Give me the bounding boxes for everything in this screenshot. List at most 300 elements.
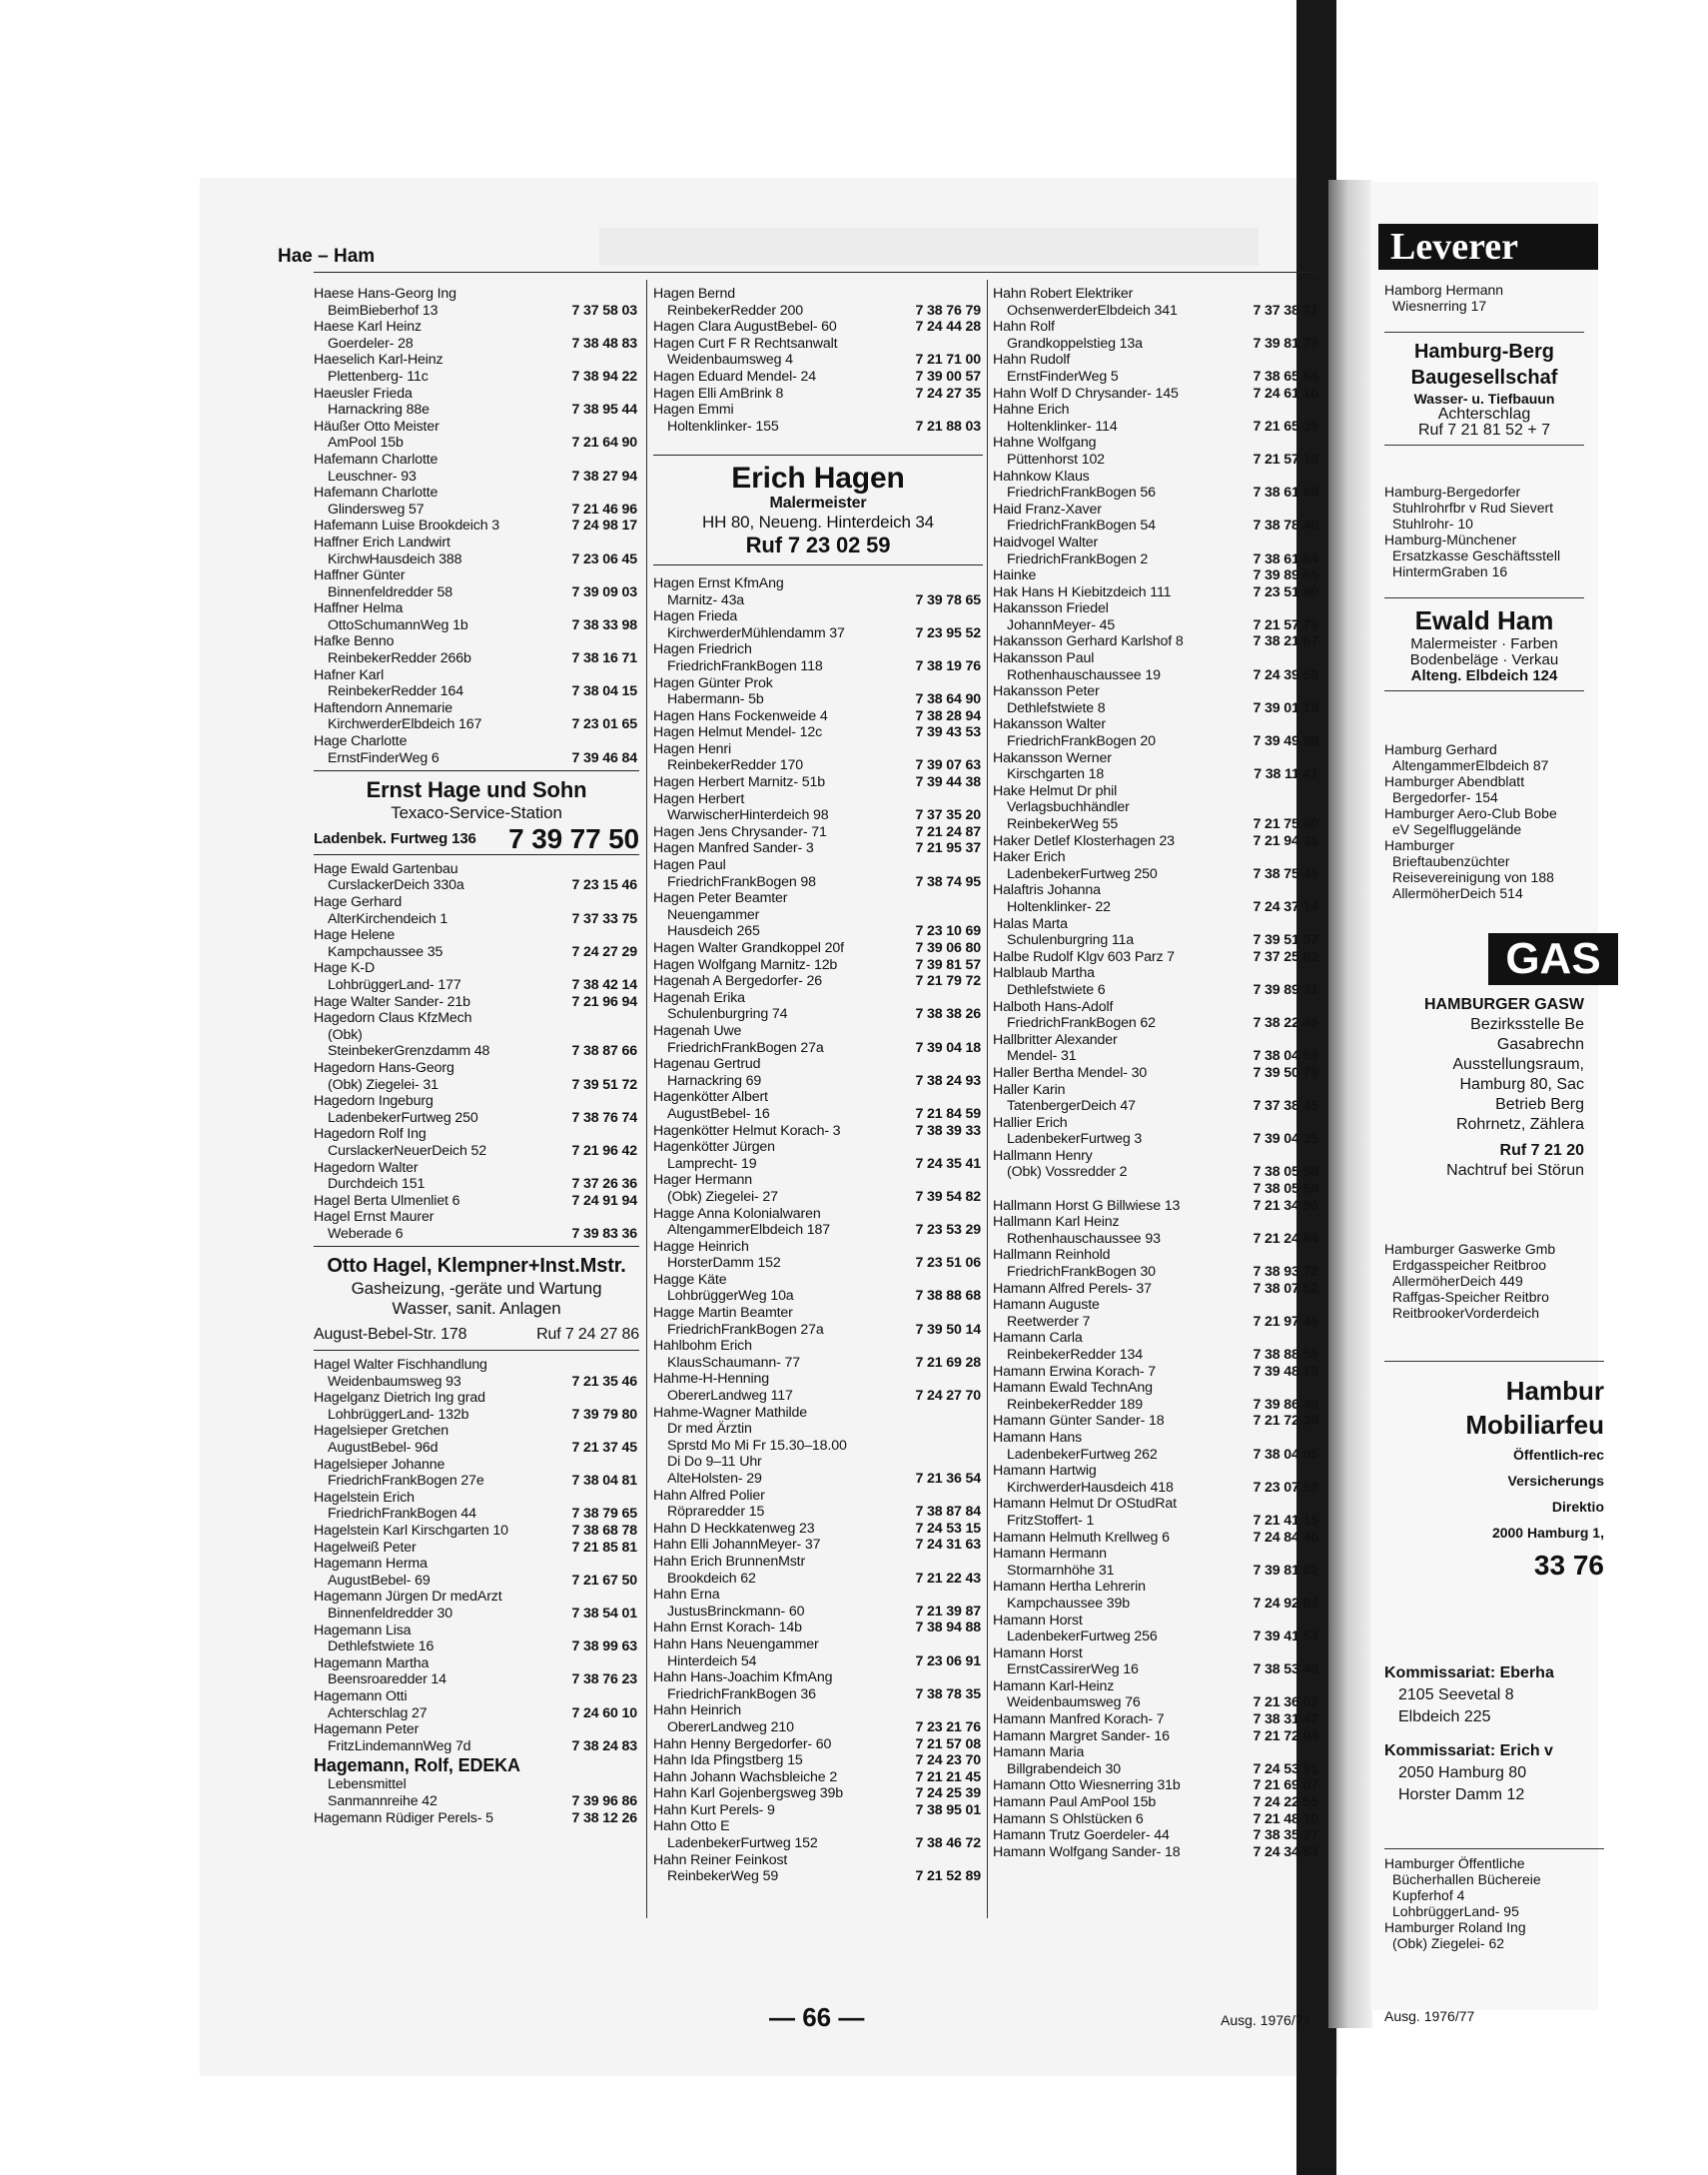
table-row [653,1636,983,1669]
right-line: AltengammerElbdeich 87 [1392,757,1549,773]
table-row [314,700,639,733]
listing-phone: 7 38 54 01 [571,1605,637,1622]
listing-name: Hafke Benno [314,633,395,650]
listing-address: ObererLandweg 117 [667,1388,793,1405]
listing-name: Hallmann Karl Heinz [993,1214,1120,1231]
ad-line: Gasabrechn [1496,1036,1584,1053]
listing-name: Hagge Anna Kolonialwaren [653,1205,821,1222]
table-row [993,1496,1320,1529]
table-row [653,774,983,791]
table-row [314,567,639,600]
listing-name: Hagen Manfred Sander- 3 [653,840,814,857]
faded-header-band [599,228,1259,266]
listing-phone: 7 21 72 38 [1253,1413,1318,1430]
listing-phone: 7 21 35 46 [571,1373,637,1390]
right-line: HintermGraben 16 [1392,563,1508,579]
listing-address: Reetwerder 7 [1007,1313,1091,1330]
listing-phone: 7 23 01 65 [571,716,637,733]
listing-address: Sprstd Mo Mi Fr 15.30–18.00 [667,1437,847,1454]
listing-name: Hamann Trutz Goerdeler- 44 [993,1827,1170,1844]
listing-phone: 7 38 19 76 [915,657,981,674]
listing-phone: 7 38 76 79 [915,302,981,319]
right-line: Stuhlrohrfbr v Rud Sievert [1392,500,1554,516]
listing-phone: 7 21 37 45 [571,1440,637,1457]
listing-phone: 7 39 51 72 [571,1076,637,1093]
listing-name: Haese Hans-Georg Ing [314,286,456,302]
table-row [314,1556,639,1589]
listing-address: KirchwerderMühlendamm 37 [667,624,845,641]
ad-title: Otto Hagel, Klempner+Inst.Mstr. [327,1255,626,1278]
listing-phone: 7 38 05 58 [1253,1164,1318,1181]
table-row [314,286,639,319]
listing-address: FritzLindemannWeg 7d [328,1737,471,1754]
listing-name: Hallbritter Alexander [993,1031,1118,1048]
ad-phone: Ruf 7 21 81 52 + 7 [1417,422,1551,439]
listing-phone: 7 21 94 31 [1253,832,1318,849]
table-row [314,1093,639,1126]
table-row [314,1043,639,1060]
edition-label: Ausg. 1976/77 [1384,2008,1475,2024]
listing-address: AlteHolsten- 29 [667,1471,762,1487]
listing-name: Halblaub Martha [993,965,1095,982]
ad-line: Betrieb Berg [1495,1096,1584,1113]
table-row [993,435,1320,468]
listing-address: Stormarnhöhe 31 [1007,1562,1115,1579]
table-row [314,1193,639,1210]
table-row [993,1728,1320,1745]
listing-phone: 7 21 75 00 [1253,816,1318,832]
listing-name: Hamann Alfred Perels- 37 [993,1280,1152,1297]
table-row [653,1471,983,1488]
ad-line: Versicherungs [1507,1473,1604,1489]
table-row [993,1082,1320,1115]
listing-name: Hagen Günter Prok [653,674,773,691]
listing-name: Hakansson Walter [993,716,1106,733]
listing-phone: 7 21 67 50 [571,1572,637,1589]
listing-phone: 7 21 39 87 [915,1603,981,1620]
listing-phone: 7 23 06 45 [571,550,637,567]
listing-phone: 7 24 22 55 [1253,1794,1318,1811]
listing-phone: 7 24 37 14 [1253,898,1318,915]
table-row [993,965,1320,998]
table-row [314,633,639,666]
listing-address: FriedrichFrankBogen 27e [328,1473,484,1490]
ad-line: Malermeister · Farben [1410,635,1558,652]
table-row [993,502,1320,535]
right-line: Reisevereinigung von 188 [1392,869,1554,885]
listing-phone: 7 38 24 83 [571,1737,637,1754]
table-row [993,1115,1320,1148]
right-line: Bücherhallen Büchereie [1392,1871,1541,1887]
listing-name: Hagelweiß Peter [314,1539,417,1556]
listing-name: Hamann Günter Sander- 18 [993,1413,1165,1430]
listing-name: Hagge Heinrich [653,1238,749,1255]
table-row [993,1463,1320,1496]
gas-logo: GAS [1488,933,1618,985]
listing-name: Hagelsieper Johanne [314,1456,445,1473]
listing-phone: 7 37 38 45 [1253,1098,1318,1115]
table-row [993,1744,1320,1777]
listing-name: Hamann Margret Sander- 16 [993,1727,1170,1744]
listing-address: Weidenbaumsweg 93 [328,1373,461,1390]
listing-name: Hake Helmut Dr phil [993,782,1118,799]
listing-phone: 7 38 88 55 [1253,1347,1318,1363]
right-line: LohbrüggerLand- 95 [1392,1903,1519,1919]
table-row [653,1785,983,1802]
ad-line: Bezirksstelle Be [1470,1016,1584,1033]
ad-ewald-ham [1384,597,1584,691]
table-row [653,1139,983,1172]
table-row [653,1702,983,1735]
listing-name: Hahne Wolfgang [993,435,1097,452]
logo-banner: Leverer [1378,224,1598,270]
listing-name: Hagemann Lisa [314,1622,412,1638]
listing-name: Hahn D Heckkatenweg 23 [653,1520,815,1537]
right-line: (Obk) Ziegelei- 62 [1392,1935,1505,1951]
listing-phone: 7 21 64 90 [571,435,637,452]
listing-name: Haker Detlef Klosterhagen 23 [993,832,1175,849]
listing-phone: 7 24 44 28 [915,319,981,336]
listing-address: Kampchaussee 35 [328,943,443,960]
listing-name: Hallmann Horst G Billwiese 13 [993,1197,1181,1214]
listing-name: Haller Karin [993,1081,1066,1098]
table-row [653,890,983,923]
listing-phone: 7 21 46 96 [571,501,637,518]
listing-name: Hagen Paul [653,857,726,874]
listing-name: Hamann Carla [993,1330,1083,1347]
listing-address: FriedrichFrankBogen 20 [1007,733,1156,750]
table-row [653,791,983,824]
listing-phone: 7 23 95 52 [915,624,981,641]
listing-name: Hagen Herbert [653,790,745,807]
listing-phone: 7 24 35 41 [915,1155,981,1172]
listing-address: AmPool 15b [328,435,404,452]
listing-name: Hagen Bernd [653,286,735,302]
listing-address: Dr med Ärztin [667,1421,752,1438]
table-row [653,1488,983,1521]
listing-name: Haeselich Karl-Heinz [314,352,443,369]
listing-name: Hagen Walter Grandkoppel 20f [653,940,844,956]
listing-address: Harnackring 88e [328,402,429,419]
gutter-shadow [1328,180,1372,2028]
listing-name: Hahn Kurt Perels- 9 [653,1801,775,1818]
table-row [993,1579,1320,1612]
listing-address: Schulenburgring 11a [1007,932,1135,949]
table-row [653,1272,983,1305]
listing-name: Hagen Eduard Mendel- 24 [653,368,816,385]
listing-name: Hahn Wolf D Chrysander- 145 [993,385,1179,402]
right-line: Horster Damm 12 [1398,1786,1525,1803]
table-row [993,683,1320,716]
listing-address: WarwischerHinterdeich 98 [667,807,829,824]
ad-subtitle: Texaco-Service-Station [391,803,562,823]
ad-line: Rohrnetz, Zählera [1455,1116,1584,1133]
right-line: Hamburg-Münchener [1384,532,1517,547]
listing-phone: 7 38 79 65 [571,1506,637,1523]
listing-name: Hagen Helmut Mendel- 12c [653,724,823,741]
right-line: ReitbrookerVorderdeich [1392,1305,1540,1321]
listing-name: Hahn Erna [653,1587,720,1604]
listing-phone: 7 21 69 28 [915,1354,981,1371]
listing-name: Hamann Auguste [993,1297,1100,1314]
listing-name: Hahlbohm Erich [653,1338,752,1355]
listing-phone: 7 37 26 36 [571,1176,637,1193]
listing-phone: 7 21 41 15 [1253,1512,1318,1529]
right-line: 2050 Hamburg 80 [1398,1764,1527,1781]
ad-address: HH 80, Neueng. Hinterdeich 34 [702,512,934,532]
listing-name: Hamann Karl-Heinz [993,1677,1115,1694]
table-row [314,419,639,452]
listing-phone: 7 21 57 79 [1253,616,1318,633]
listing-phone: 7 39 50 79 [1253,1064,1318,1081]
table-row [653,1736,983,1753]
listing-phone: 7 24 98 17 [571,518,637,535]
listing-phone: 7 38 04 59 [1253,1048,1318,1065]
table-row [993,1711,1320,1728]
listing-address: LadenbekerFurtweg 250 [1007,865,1158,882]
listing-address: AlterKirchendeich 1 [328,910,448,927]
table-row [314,600,639,633]
table-row [993,567,1320,584]
listing-address: JustusBrinckmann- 60 [667,1603,805,1620]
listing-address: ErnstFinderWeg 6 [328,749,439,766]
table-row [993,633,1320,650]
ad-title-2: Mobiliarfeu [1465,1410,1604,1440]
listing-name: Hahn Johann Wachsbleiche 2 [653,1768,838,1785]
ad-title: Hamburg-Berg [1413,341,1554,363]
listing-name: Hagel Ernst Maurer [314,1209,434,1226]
ad-line-1: Gasheizung, -geräte und Wartung [351,1279,602,1299]
listing-phone: 7 21 24 84 [1253,1230,1318,1247]
column-2 [653,286,983,1885]
listing-name: Hamann Helmuth Krellweg 6 [993,1529,1170,1546]
listing-phone: 7 38 33 98 [571,616,637,633]
listing-name: Hagedorn Rolf Ing [314,1126,427,1143]
table-row [653,1305,983,1338]
listing-address: Binnenfeldredder 58 [328,583,452,600]
listing-address: LohbrüggerWeg 10a [667,1288,794,1305]
listing-phone: 7 38 04 15 [571,683,637,700]
ad-otto-hagel [314,1246,639,1351]
table-row [993,783,1320,816]
listing-phone: 7 23 21 76 [915,1718,981,1735]
listing-name: Hagenah Erika [653,989,745,1006]
listing-phone: 7 38 94 88 [915,1620,981,1636]
listing-address: Rothenhauschaussee 93 [1007,1230,1161,1247]
listing-phone: 7 39 86 40 [1253,1396,1318,1413]
listing-name: Hagedorn Walter [314,1159,419,1176]
listing-name: Hakansson Paul [993,650,1095,667]
listing-address: Weidenbaumsweg 76 [1007,1694,1141,1711]
listing-name: Hahn Karl Gojenbergsweg 39b [653,1785,843,1802]
table-row [993,1364,1320,1381]
listing-name: Hakansson Gerhard Karlshof 8 [993,633,1184,650]
table-row [314,1523,639,1540]
listing-name: Häußer Otto Meister [314,418,439,435]
listing-phone: 7 38 48 83 [571,335,637,352]
listing-name: Hage Ewald Gartenbau [314,860,458,877]
table-row [993,1181,1320,1198]
right-line: Hamborg Hermann [1384,282,1504,298]
listing-address: Kirschgarten 18 [1007,766,1105,783]
listing-phone: 7 21 22 43 [915,1570,981,1587]
table-row [653,1089,983,1122]
table-row [314,667,639,700]
listing-phone: 7 39 48 19 [1253,1363,1318,1380]
page-header: Hae – Ham [278,246,376,267]
listing-address: FriedrichFrankBogen 44 [328,1506,476,1523]
table-row [314,518,639,535]
listing-name: Hage Walter Sander- 21b [314,993,470,1010]
listing-phone: 7 37 25 82 [1253,948,1318,965]
table-row [653,857,983,890]
listing-phone: 7 38 35 27 [1253,1827,1318,1844]
listing-name: Hamann Hartwig [993,1463,1097,1480]
listing-address: KirchwerderHausdeich 418 [1007,1479,1174,1496]
listing-address: Beensroaredder 14 [328,1671,446,1688]
ad-title: HAMBURGER GASW [1424,996,1584,1013]
listing-phone: 7 39 43 53 [915,724,981,741]
table-row [314,485,639,518]
listing-address: Dethlefstwiete 6 [1007,981,1106,998]
table-row [653,990,983,1023]
listing-address: Leuschner- 93 [328,468,417,485]
table-row [993,650,1320,683]
listing-name: Haftendorn Annemarie [314,699,452,716]
listing-phone: 7 38 31 47 [1253,1711,1318,1728]
listing-phone: 7 38 07 62 [1253,1280,1318,1297]
listing-phone: 7 38 21 67 [1253,633,1318,650]
table-row [993,1777,1320,1794]
listing-phone: 7 39 51 57 [1253,932,1318,949]
listing-name: Hahne Erich [993,402,1070,419]
listing-name: Hahn Ida Pfingstberg 15 [653,1752,803,1769]
listing-name: Haller Bertha Mendel- 30 [993,1064,1148,1081]
listing-address: FriedrichFrankBogen 27a [667,1321,824,1338]
listing-phone: 7 38 94 22 [571,368,637,385]
table-row [993,816,1320,833]
listing-address: LadenbekerFurtweg 250 [328,1109,478,1126]
listing-name: Hage K-D [314,960,376,977]
listing-phone: 7 24 31 63 [915,1537,981,1554]
listing-address: Habermann- 5b [667,691,764,708]
ad-title: Ernst Hage und Sohn [366,777,587,803]
table-row [653,1752,983,1769]
listing-address: OchsenwerderElbdeich 341 [1007,302,1178,319]
table-row [653,641,983,674]
listing-address: KirchwHausdeich 388 [328,550,462,567]
listing-name: Hagen Henri [653,740,732,757]
listing-phone: 7 24 34 53 [1253,1843,1318,1860]
edeka-line-2: Sanmannreihe 42 [328,1792,437,1809]
listing-phone: 7 21 96 42 [571,1142,637,1159]
right-line: Hamburg Gerhard [1384,741,1497,757]
table-row [653,923,983,940]
table-row [314,386,639,419]
right-line: Hamburg-Bergedorfer [1384,484,1521,500]
table-row [993,849,1320,882]
listing-name: Hage Charlotte [314,733,408,750]
table-row [653,1852,983,1885]
table-row [653,1587,983,1620]
listing-phone: 7 38 78 35 [915,1685,981,1702]
right-line: 2105 Seevetal 8 [1398,1686,1514,1703]
table-row [653,319,983,336]
listing-address: Marnitz- 43a [667,591,745,608]
listing-phone: 7 21 84 59 [915,1105,981,1122]
table-row [993,1214,1320,1247]
listing-address: TatenbergerDeich 47 [1007,1098,1136,1115]
listing-phone: 7 23 15 46 [571,877,637,894]
listing-name: Hahn Reiner Feinkost [653,1851,788,1868]
listing-name: Hahn Ernst Korach- 14b [653,1620,802,1636]
listing-phone: 7 21 72 04 [1253,1727,1318,1744]
listing-address: LohbrüggerLand- 132b [328,1406,469,1423]
table-row [993,1645,1320,1678]
listing-phone: 7 39 09 03 [571,583,637,600]
listing-name: Hagemann Rüdiger Perels- 5 [314,1809,493,1826]
listing-name: Hagenau Gertrud [653,1056,761,1073]
listing-phone: 7 24 27 29 [571,943,637,960]
listing-address: Schulenburgring 74 [667,1006,788,1023]
listing-name: Hagedorn Hans-Georg [314,1059,454,1076]
listing-address: Mendel- 31 [1007,1048,1077,1065]
listing-address: OttoSchumannWeg 1b [328,616,468,633]
listing-edeka [314,1754,639,1809]
ad-hamburg-berg [1384,332,1584,446]
table-row [314,1589,639,1622]
table-row [993,319,1320,352]
listing-name: Haid Franz-Xaver [993,501,1102,518]
table-row [653,386,983,403]
listing-phone: 7 37 35 20 [915,807,981,824]
listing-phone: 7 21 85 81 [571,1539,637,1556]
ad-line: Hamburg 80, Sac [1459,1076,1584,1093]
listing-name: Hagemann Herma [314,1556,427,1573]
ad-title: Erich Hagen [731,462,905,496]
listing-phone: 7 39 04 35 [1253,1131,1318,1148]
listing-address: Rothenhauschaussee 19 [1007,666,1161,683]
table-row [653,402,983,435]
edition-label: Ausg. 1976/77 [1221,2012,1311,2028]
table-row [653,1405,983,1438]
listing-phone: 7 39 49 98 [1253,733,1318,750]
listing-name: Hagenkötter Jürgen [653,1139,775,1156]
right-line: Ersatzkasse Geschäftsstell [1392,547,1561,563]
table-row [314,535,639,567]
table-row [993,1281,1320,1298]
listing-address: LadenbekerFurtweg 262 [1007,1446,1158,1463]
listing-address: Verlagsbuchhändler [1007,799,1130,816]
listing-phone: 7 39 81 57 [915,956,981,973]
listing-name: Hainke [993,567,1037,584]
table-row [314,1209,639,1242]
listing-name: Hagenah Uwe [653,1022,742,1039]
listing-phone: 7 21 52 89 [915,1868,981,1885]
listing-phone: 7 21 79 72 [915,973,981,990]
table-row [314,452,639,485]
listing-name: Hakansson Peter [993,683,1100,700]
listing-phone: 7 23 10 69 [915,923,981,940]
table-row [653,575,983,608]
listing-name: Halbe Rudolf Klgv 603 Parz 7 [993,948,1175,965]
listing-name: Hagge Martin Beamter [653,1305,793,1322]
listing-address: Püttenhorst 102 [1007,451,1105,468]
listing-name: Haffner Helma [314,600,404,617]
listing-phone: 7 39 81 79 [1253,335,1318,352]
listing-address: Achterschlag 27 [328,1704,427,1721]
table-row [314,1490,639,1523]
